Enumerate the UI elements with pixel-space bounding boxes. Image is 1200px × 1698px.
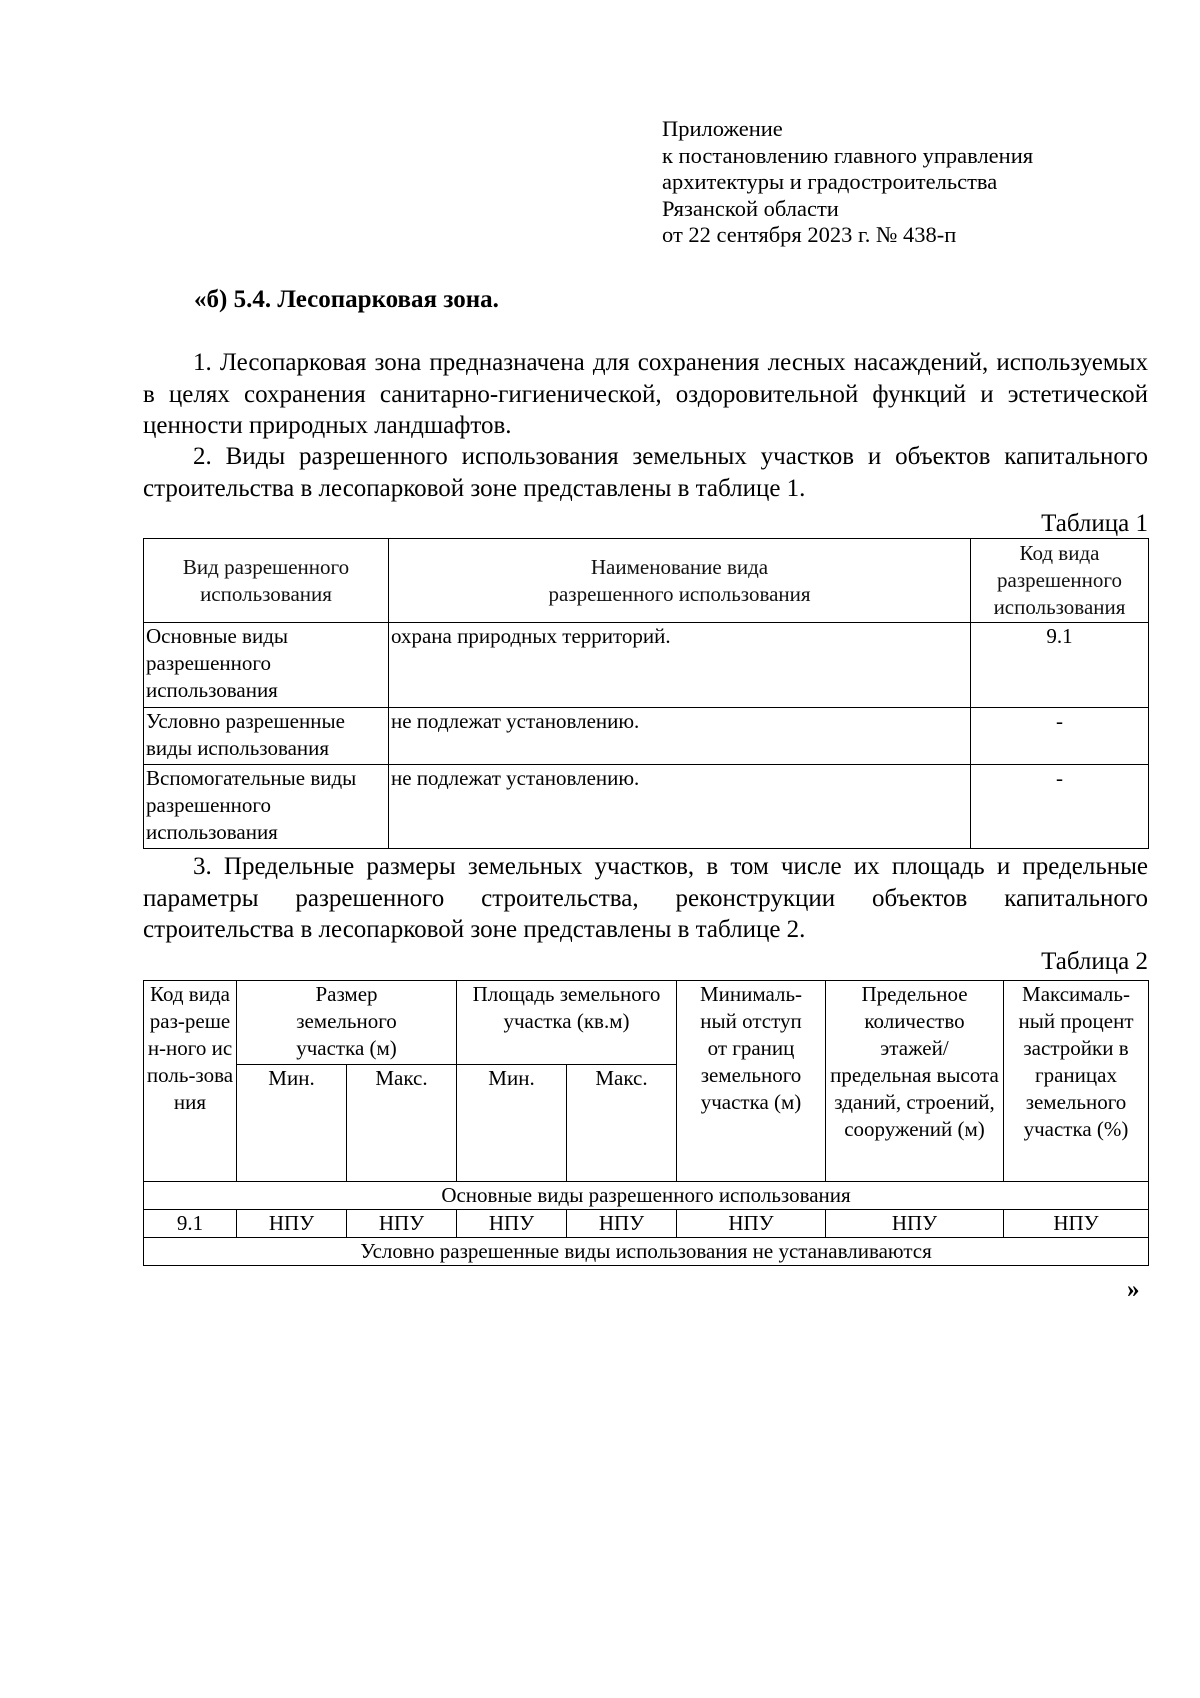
table1-row [144, 623, 1149, 708]
table2-header-min: Мин. [457, 1065, 567, 1182]
table2-section-main: Основные виды разрешенного использования [144, 1182, 1149, 1210]
paragraph-1: 1. Лесопарковая зона предназначена для сохранения лесных насаждений, используемых в целях сохранения санитарно-гигиенической, оздоровительной функций и эстетической ценности природных ландшафтов. [143, 349, 1148, 439]
table2-header-code: Код вида раз-решен-ного исполь-зования [144, 981, 237, 1182]
table2-cell: НПУ [1004, 1210, 1149, 1238]
table1-cell: охрана природных территорий. [389, 623, 971, 708]
table2-header-area: Площадь земельного участка (кв.м) [457, 981, 677, 1065]
table2-header-max: Макс. [567, 1065, 677, 1182]
table2-header-max: Макс. [347, 1065, 457, 1182]
table2-header-row [144, 981, 1149, 1065]
table2-data-row [144, 1210, 1149, 1238]
appendix-line: к постановлению главного управления [662, 142, 1034, 168]
table1-header-cell: Наименование вида разрешенного использования [389, 539, 971, 623]
table-2 [143, 980, 1149, 1266]
table2-cell: НПУ [457, 1210, 567, 1238]
table1-header-cell: Код вида разрешенного использования [971, 539, 1149, 623]
table1-cell: Вспомогательные виды разрешенного использования [144, 765, 389, 849]
table2-cell: НПУ [237, 1210, 347, 1238]
table1-row [144, 765, 1149, 849]
appendix-line: Рязанской области [662, 195, 839, 221]
table1-caption: Таблица 1 [1041, 510, 1148, 537]
table1-cell: - [971, 708, 1149, 765]
paragraph-2: 2. Виды разрешенного использования земельных участков и объектов капитального строительства в лесопарковой зоне представлены в таблице 1. [143, 443, 1148, 502]
section-heading: «б) 5.4. Лесопарковая зона. [194, 286, 499, 313]
table2-cell: НПУ [347, 1210, 457, 1238]
table1-cell: не подлежат установлению. [389, 765, 971, 849]
table2-header-coverage: Максималь-ный процент застройки в границах земельного участка (%) [1004, 981, 1149, 1182]
table2-section-row [144, 1182, 1149, 1210]
table1-cell: не подлежат установлению. [389, 708, 971, 765]
table1-cell: Условно разрешенные виды использования [144, 708, 389, 765]
table1-cell: - [971, 765, 1149, 849]
table2-header-floors: Предельное количество этажей/ предельная высота зданий, строений, сооружений (м) [826, 981, 1004, 1182]
appendix-line: архитектуры и градостроительства [662, 169, 998, 194]
table2-section-row [144, 1238, 1149, 1266]
table2-cell: НПУ [677, 1210, 826, 1238]
table1-cell: 9.1 [971, 623, 1149, 708]
table1-row [144, 708, 1149, 765]
table2-cell: 9.1 [144, 1210, 237, 1238]
appendix-line: от 22 сентября 2023 г. № 438-п [662, 222, 957, 247]
appendix-line: Приложение [662, 116, 783, 141]
appendix-header [662, 116, 1122, 249]
table1-header-row [144, 539, 1149, 623]
closing-quote: » [1127, 1276, 1140, 1303]
table2-header-min: Мин. [237, 1065, 347, 1182]
paragraph-3: 3. Предельные размеры земельных участков, в том числе их площадь и предельные параметры разрешенного строительства, реконструкции объектов капитального строительства в лесопарковой зоне представлены в таблице 2. [143, 853, 1148, 943]
table2-header-size: Размер земельного участка (м) [237, 981, 457, 1065]
table2-cell: НПУ [826, 1210, 1004, 1238]
table-1 [143, 538, 1149, 849]
table2-caption: Таблица 2 [1041, 948, 1148, 975]
table2-section-conditional: Условно разрешенные виды использования не устанавливаются [144, 1238, 1149, 1266]
table2-header-setback: Минималь-ный отступ от границ земельного участка (м) [677, 981, 826, 1182]
table1-header-cell: Вид разрешенного использования [144, 539, 389, 623]
table2-cell: НПУ [567, 1210, 677, 1238]
table1-cell: Основные виды разрешенного использования [144, 623, 389, 708]
